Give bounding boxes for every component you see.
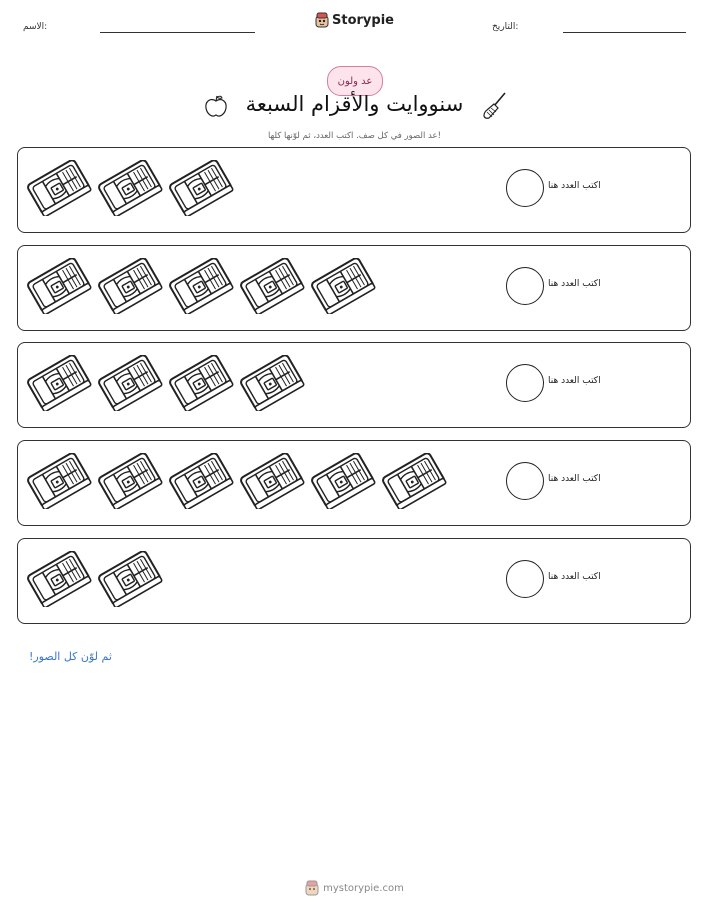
mousetrap-icon (239, 258, 305, 318)
answer-label: اكتب العدد هنا (548, 474, 601, 484)
mousetrap-icon (381, 453, 447, 513)
instructions: عد الصور في كل صف. اكتب العدد، ثم لوّنها كلها! (267, 131, 442, 141)
name-line[interactable] (100, 32, 255, 33)
mousetrap-icon (26, 160, 92, 220)
date-label: التاريخ: (492, 22, 519, 32)
mousetrap-icon (97, 160, 163, 220)
mousetrap-icon (97, 355, 163, 415)
answer-label: اكتب العدد هنا (548, 279, 601, 289)
brand-name: Storypie (332, 12, 394, 28)
counting-row-5 (17, 538, 691, 624)
mousetrap-icon (97, 453, 163, 513)
mousetrap-icon (168, 453, 234, 513)
mousetrap-icon (26, 355, 92, 415)
broom-icon (481, 91, 509, 121)
name-label: الاسم: (23, 22, 48, 32)
activity-badge: عد ولون (327, 66, 383, 96)
answer-label: اكتب العدد هنا (548, 376, 601, 386)
counting-row-4 (17, 440, 691, 526)
mousetrap-icon (26, 551, 92, 611)
mousetrap-icon (310, 258, 376, 318)
answer-circle[interactable] (506, 462, 544, 500)
mousetrap-icon (310, 453, 376, 513)
mousetrap-icon (26, 258, 92, 318)
date-line[interactable] (563, 32, 686, 33)
mousetrap-icon (168, 160, 234, 220)
counting-row-3 (17, 342, 691, 428)
mousetrap-icon (97, 258, 163, 318)
storypie-mascot-icon (305, 880, 319, 896)
answer-circle[interactable] (506, 364, 544, 402)
answer-circle[interactable] (506, 267, 544, 305)
answer-label: اكتب العدد هنا (548, 181, 601, 191)
mousetrap-icon (168, 258, 234, 318)
footer-url: mystorypie.com (323, 882, 404, 894)
answer-circle[interactable] (506, 560, 544, 598)
counting-row-2 (17, 245, 691, 331)
mousetrap-icon (26, 453, 92, 513)
storypie-mascot-icon (315, 12, 329, 28)
mousetrap-icon (239, 355, 305, 415)
footer (0, 880, 709, 896)
mousetrap-icon (168, 355, 234, 415)
counting-row-1 (17, 147, 691, 233)
mousetrap-icon (239, 453, 305, 513)
answer-label: اكتب العدد هنا (548, 572, 601, 582)
mousetrap-icon (97, 551, 163, 611)
brand-logo (0, 12, 709, 28)
page-title: سنووايت والأقزام السبعة (245, 92, 464, 116)
answer-circle[interactable] (506, 169, 544, 207)
color-instruction: ثم لوّن كل الصور! (29, 650, 112, 663)
